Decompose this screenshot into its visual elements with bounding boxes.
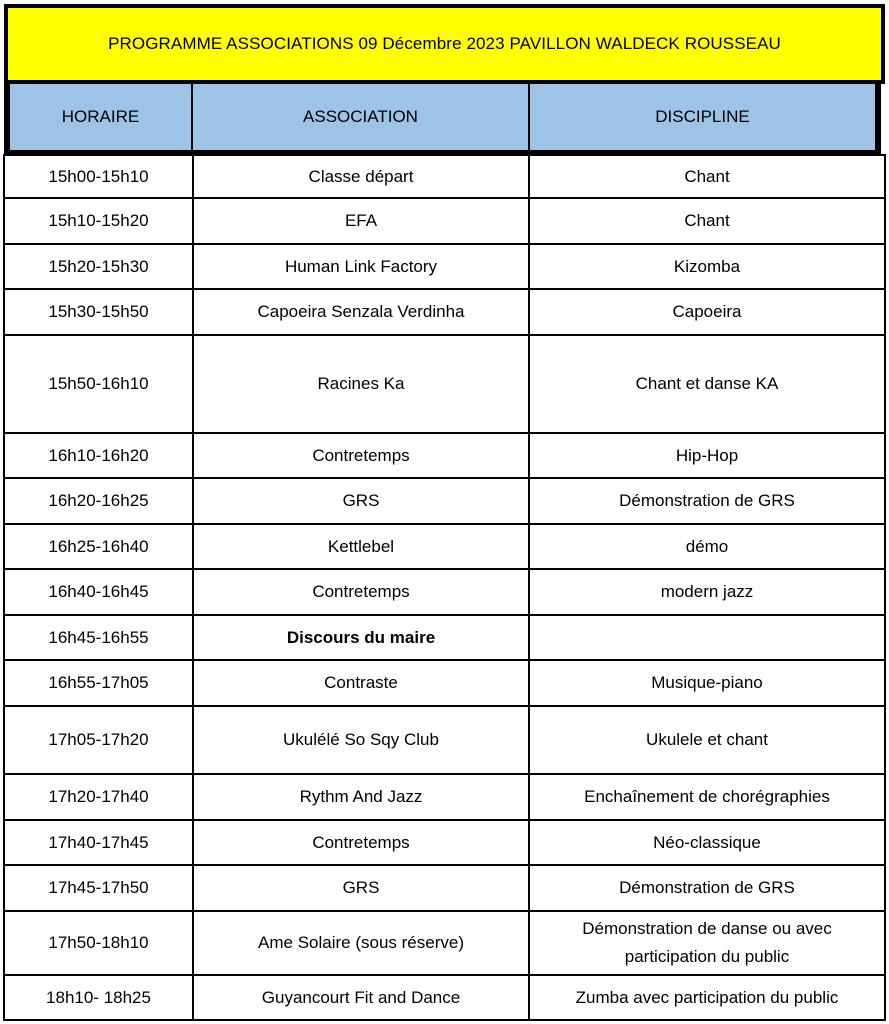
time-cell: 16h40-16h45 — [5, 570, 194, 614]
header-horaire: HORAIRE — [10, 84, 193, 150]
time-cell: 17h20-17h40 — [5, 775, 194, 819]
time-cell: 17h40-17h45 — [5, 821, 194, 864]
discipline-cell: Chant et danse KA — [635, 374, 779, 393]
time-cell: 16h10-16h20 — [5, 434, 194, 477]
table-row — [3, 479, 886, 525]
table-row — [3, 912, 886, 976]
header-discipline: DISCIPLINE — [655, 107, 750, 126]
association-cell: GRS — [194, 479, 530, 523]
association-cell: Ukulélé So Sqy Club — [194, 707, 530, 773]
association-cell: GRS — [194, 866, 530, 910]
association-cell: Discours du maire — [194, 616, 530, 659]
program-title — [4, 4, 885, 84]
table-row — [3, 661, 886, 707]
table-row — [3, 616, 886, 661]
association-cell: Contretemps — [194, 434, 530, 477]
association-cell: Kettlebel — [194, 525, 530, 568]
time-cell: 15h10-15h20 — [5, 199, 194, 243]
table-row — [3, 821, 886, 866]
discipline-cell: Démonstration de GRS — [619, 491, 795, 510]
discipline-cell: démo — [685, 536, 729, 556]
table-row — [3, 775, 886, 821]
table-header — [4, 80, 881, 154]
table-row — [3, 434, 886, 479]
discipline-cell: Chant — [684, 211, 730, 230]
time-cell: 15h20-15h30 — [5, 245, 194, 288]
program-title-text: PROGRAMME ASSOCIATIONS 09 Décembre 2023 PAVILLON WALDECK ROUSSEAU — [108, 34, 781, 53]
discipline-cell: Capoeira — [672, 302, 742, 321]
discipline-cell: modern jazz — [660, 582, 754, 601]
discipline-cell: Kizomba — [673, 256, 741, 276]
table-row — [3, 199, 886, 245]
discipline-cell: Néo-classique — [653, 832, 761, 852]
table-row — [3, 570, 886, 616]
discipline-cell: Démonstration de GRS — [619, 878, 795, 897]
association-cell: Contretemps — [194, 821, 530, 864]
time-cell: 15h50-16h10 — [5, 336, 194, 432]
table-row — [3, 976, 886, 1021]
association-cell: EFA — [194, 199, 530, 243]
discipline-cell: Chant — [684, 166, 730, 186]
discipline-cell — [530, 616, 884, 659]
association-cell: Capoeira Senzala Verdinha — [194, 290, 530, 334]
time-cell: 16h45-16h55 — [5, 616, 194, 659]
association-cell: Contraste — [194, 661, 530, 705]
association-cell: Classe départ — [194, 156, 530, 197]
time-cell: 17h50-18h10 — [5, 912, 194, 974]
schedule-table-body — [3, 154, 886, 1021]
discipline-cell: Musique-piano — [651, 673, 763, 692]
association-cell: Contretemps — [194, 570, 530, 614]
discipline-cell: Démonstration de danse ou avec participation du public — [582, 919, 832, 966]
header-association: ASSOCIATION — [193, 84, 530, 150]
association-cell: Guyancourt Fit and Dance — [194, 976, 530, 1019]
table-row — [3, 707, 886, 775]
table-row — [3, 290, 886, 336]
table-row — [3, 866, 886, 912]
discipline-cell: Enchaînement de chorégraphies — [584, 787, 830, 806]
time-cell: 16h20-16h25 — [5, 479, 194, 523]
time-cell: 16h25-16h40 — [5, 525, 194, 568]
association-cell: Rythm And Jazz — [194, 775, 530, 819]
table-row — [3, 245, 886, 290]
time-cell: 17h05-17h20 — [5, 707, 194, 773]
association-cell: Racines Ka — [194, 336, 530, 432]
time-cell: 17h45-17h50 — [5, 866, 194, 910]
time-cell: 16h55-17h05 — [5, 661, 194, 705]
discipline-cell: Hip-Hop — [675, 445, 739, 465]
table-row — [3, 525, 886, 570]
time-cell: 15h00-15h10 — [5, 156, 194, 197]
time-cell: 18h10- 18h25 — [5, 976, 194, 1019]
table-row — [3, 154, 886, 199]
table-row — [3, 336, 886, 434]
time-cell: 15h30-15h50 — [5, 290, 194, 334]
discipline-cell: Ukulele et chant — [646, 730, 768, 749]
association-cell: Human Link Factory — [194, 245, 530, 288]
association-cell: Ame Solaire (sous réserve) — [194, 912, 530, 974]
discipline-cell: Zumba avec participation du public — [575, 987, 839, 1007]
